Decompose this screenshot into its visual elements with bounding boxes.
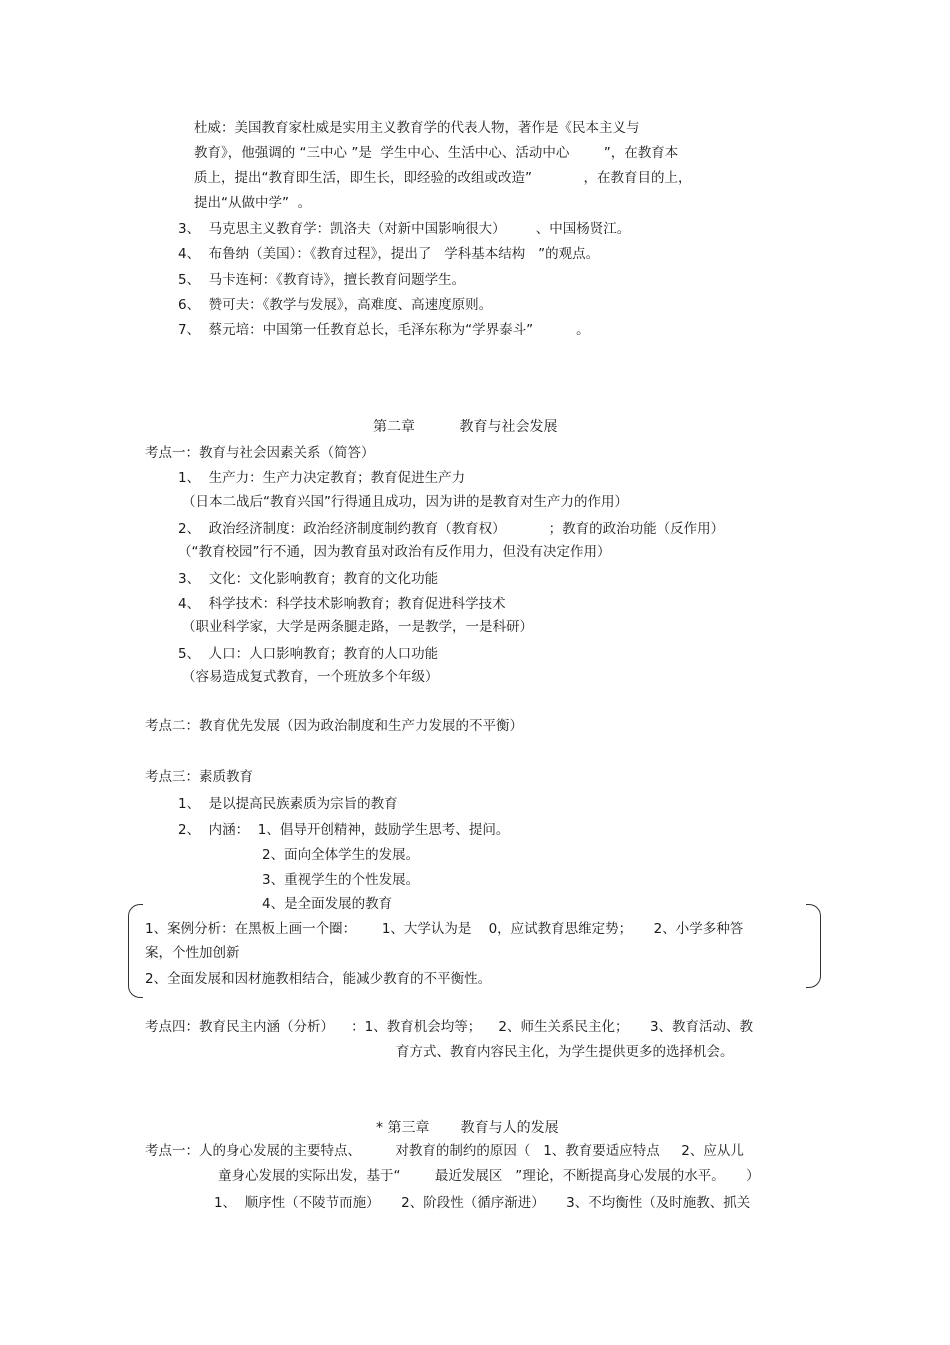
ch3-point-1: 考点一：人的身心发展的主要特点、 对教育的制约的原因（ 1、教育要适应特点 2、应从儿 <box>145 1143 744 1159</box>
point-1-line: 5、 人口：人口影响教育；教育的人口功能 <box>178 646 439 662</box>
point-3-item: 2、 内涵： 1、倡导开创精神，鼓励学生思考、提问。 <box>178 822 510 838</box>
point-3-item: 1、 是以提高民族素质为宗旨的教育 <box>178 796 398 812</box>
dewey-line-2: 教育》，他强调的 “三中心 ”是 学生中心、生活中心、活动中心 ”，在教育本 <box>194 145 679 161</box>
point-3-sub: 3、重视学生的个性发展。 <box>262 872 420 888</box>
ch3-point-1-items: 1、 顺序性（不陵节而施） 2、阶段性（循序渐进） 3、不均衡性（及时施教、抓关 <box>214 1195 751 1211</box>
point-1-line: 4、 科学技术：科学技术影响教育；教育促进科学技术 <box>178 596 506 612</box>
list-item: 4、 布鲁纳（美国）：《教育过程》，提出了 学科基本结构 ”的观点。 <box>178 246 600 262</box>
point-3-heading: 考点三：素质教育 <box>145 769 253 785</box>
point-1-note: （容易造成复式教育，一个班放多个年级） <box>182 669 439 685</box>
chapter-2-title: 第二章 教育与社会发展 <box>373 419 558 435</box>
dewey-line-1: 杜威：美国教育家杜威是实用主义教育学的代表人物，著作是《民本主义与 <box>194 120 640 136</box>
point-4: 考点四：教育民主内涵（分析） ：1、教育机会均等； 2、师生关系民主化； 3、教育活动、教 <box>145 1019 754 1035</box>
dewey-line-3: 质上，提出“教育即生活，即生长，即经验的改组或改造” ，在教育目的上， <box>194 170 692 186</box>
point-1-line: 3、 文化：文化影响教育；教育的文化功能 <box>178 571 439 587</box>
note-line: 2、全面发展和因材施教相结合，能减少教育的不平衡性。 <box>145 971 492 987</box>
list-item: 3、 马克思主义教育学：凯洛夫（对新中国影响很大） 、中国杨贤江。 <box>178 221 631 237</box>
point-4-cont: 育方式、教育内容民主化，为学生提供更多的选择机会。 <box>396 1044 734 1060</box>
point-1-heading: 考点一：教育与社会因素关系（简答） <box>145 445 375 461</box>
bracket-left <box>128 904 143 998</box>
point-2: 考点二：教育优先发展（因为政治制度和生产力发展的不平衡） <box>145 718 523 734</box>
point-3-sub: 4、是全面发展的教育 <box>262 896 393 912</box>
point-3-sub: 2、面向全体学生的发展。 <box>262 847 420 863</box>
point-1-line: 2、 政治经济制度：政治经济制度制约教育（教育权） ；教育的政治功能（反作用） <box>178 521 725 537</box>
point-1-note: （职业科学家，大学是两条腿走路，一是教学，一是科研） <box>182 619 533 635</box>
bracket-right <box>806 904 821 988</box>
dewey-line-4: 提出“从做中学” 。 <box>194 195 312 211</box>
chapter-3-title: * 第三章 教育与人的发展 <box>376 1120 559 1136</box>
note-line: 案，个性加创新 <box>145 945 240 961</box>
point-1-note: （“教育校园”行不通，因为教育虽对政治有反作用力，但没有决定作用） <box>178 544 611 560</box>
point-1-line: 1、 生产力：生产力决定教育；教育促进生产力 <box>178 470 466 486</box>
note-line: 1、案例分析：在黑板上画一个圈： 1、大学认为是 0，应试教育思维定势； 2、小学多种答 <box>145 921 744 937</box>
point-1-note: （日本二战后“教育兴国”行得通且成功，因为讲的是教育对生产力的作用） <box>182 494 628 510</box>
list-item: 6、 赞可夫：《教学与发展》，高难度、高速度原则。 <box>178 297 493 313</box>
list-item: 5、 马卡连柯：《教育诗》，擅长教育问题学生。 <box>178 272 466 288</box>
list-item: 7、 蔡元培：中国第一任教育总长，毛泽东称为“学界泰斗” 。 <box>178 322 590 338</box>
ch3-point-1-cont: 童身心发展的实际出发，基于“ 最近发展区 ”理论，不断提高身心发展的水平。 ） <box>218 1168 760 1184</box>
